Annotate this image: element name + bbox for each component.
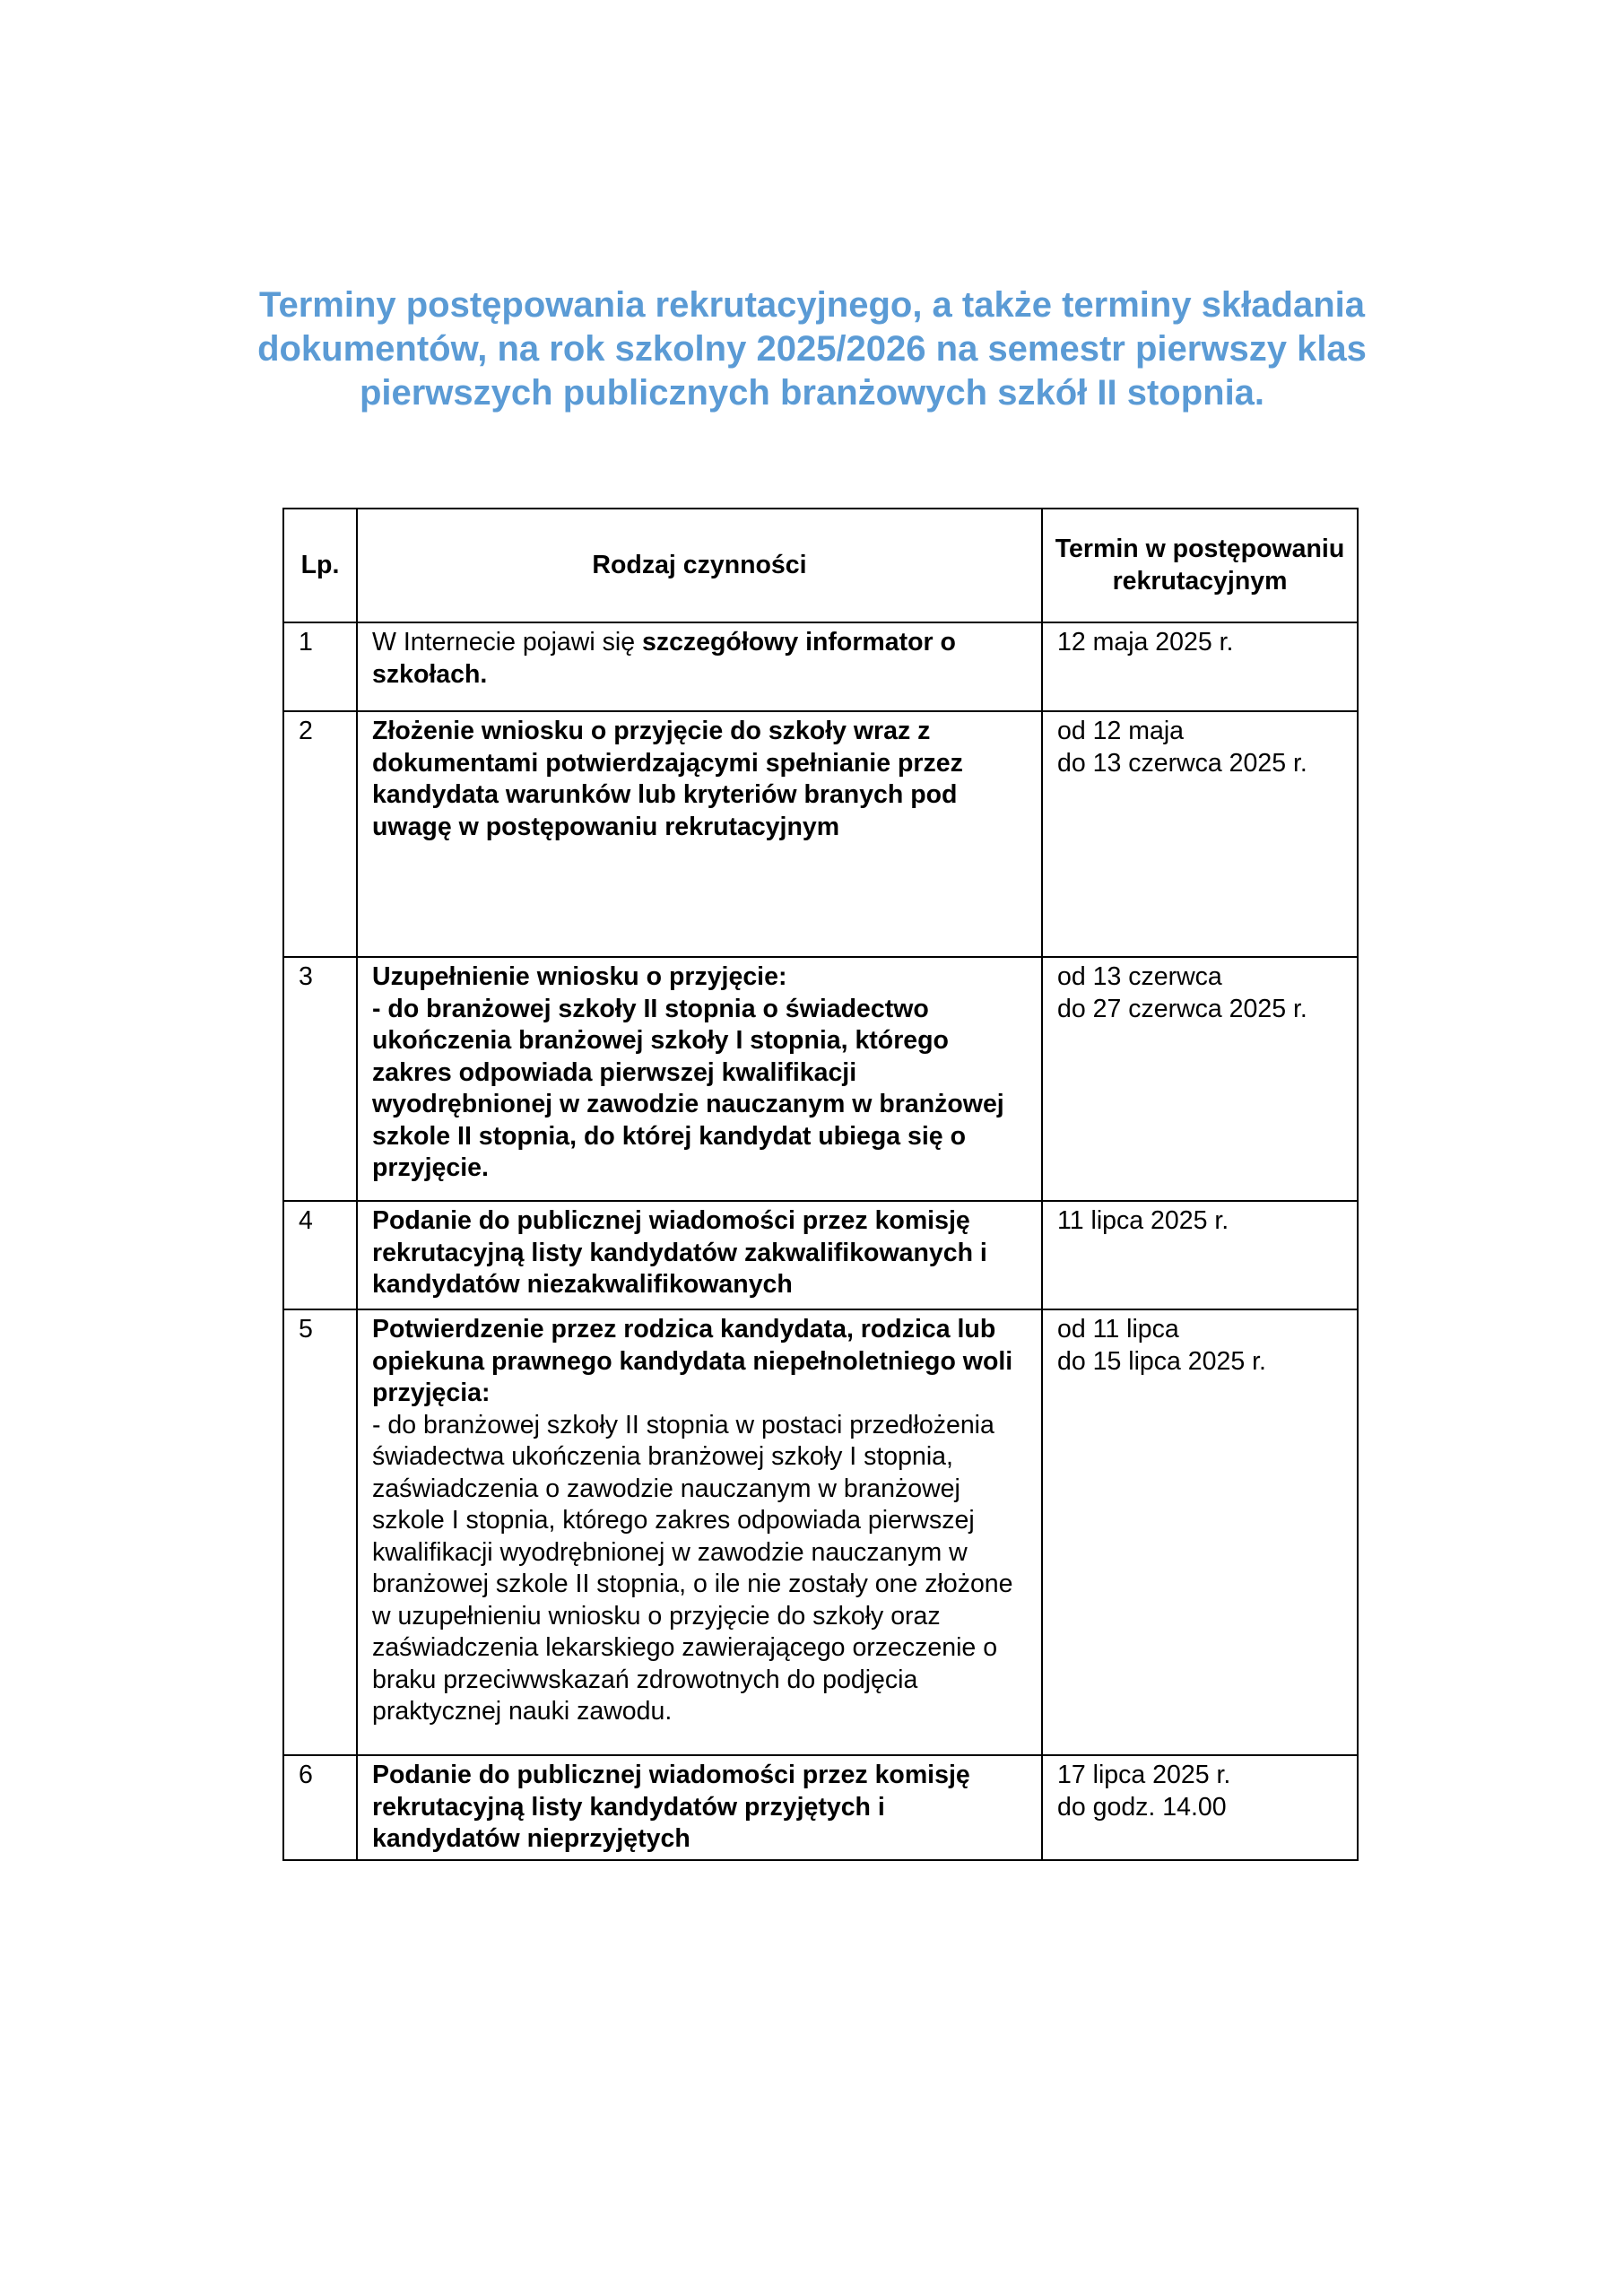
deadline-line-1: 17 lipca 2025 r. bbox=[1057, 1761, 1231, 1789]
activity-plain-text: W Internecie pojawi się bbox=[372, 628, 642, 657]
deadline-line-1: od 13 czerwca bbox=[1057, 962, 1222, 991]
deadline-line-1: od 12 maja bbox=[1057, 717, 1185, 745]
table-row bbox=[283, 957, 1358, 1201]
deadline-line-1: od 11 lipca bbox=[1057, 1315, 1179, 1344]
deadline-line-1: 12 maja 2025 r. bbox=[1057, 628, 1234, 657]
row-lp: 2 bbox=[283, 711, 357, 957]
row-lp: 1 bbox=[283, 622, 357, 711]
activity-plain-text: - do branżowej szkoły II stopnia w postaci przedłożenia świadectwa ukończenia branżowej szkoły I stopnia, zaświadczenia o zawodzie nauczanym w branżowej szkole I stopnia, którego zakres odpowiada pierwszej kwalifikacji wyodrębnionej w zawodzie nauczanym w branżowej szkole II stopnia, o ile nie zostały one złożone w uzupełnieniu wniosku o przyjęcie do szkoły oraz zaświadczenia lekarskiego zawierającego orzeczenie o braku przeciwwskazań zdrowotnych do podjęcia praktycznej nauki zawodu. bbox=[372, 1410, 1013, 1726]
table-row bbox=[283, 1755, 1358, 1860]
row-deadline bbox=[1042, 622, 1358, 711]
title-line-3: pierwszych publicznych branżowych szkół II stopnia. bbox=[359, 373, 1265, 413]
header-lp: Lp. bbox=[283, 509, 357, 622]
table-row bbox=[283, 1201, 1358, 1309]
row-lp: 4 bbox=[283, 1201, 357, 1309]
row-lp: 6 bbox=[283, 1755, 357, 1860]
activity-bold-text: Potwierdzenie przez rodzica kandydata, rodzica lub opiekuna prawnego kandydata niepełnoletniego woli przyjęcia: bbox=[372, 1315, 1013, 1407]
row-activity: Złożenie wniosku o przyjęcie do szkoły wraz z dokumentami potwierdzającymi spełnianie przez kandydata warunków lub kryteriów branych pod uwagę w postępowaniu rekrutacyjnym bbox=[357, 711, 1042, 957]
row-deadline bbox=[1042, 957, 1358, 1201]
row-activity bbox=[357, 1309, 1042, 1755]
table-row bbox=[283, 622, 1358, 711]
header-activity: Rodzaj czynności bbox=[357, 509, 1042, 622]
recruitment-schedule-table bbox=[282, 508, 1359, 1861]
row-deadline bbox=[1042, 1755, 1358, 1860]
activity-bold-text: szczegółowy informator o szkołach. bbox=[372, 628, 956, 689]
row-lp: 5 bbox=[283, 1309, 357, 1755]
table-row bbox=[283, 1309, 1358, 1755]
title-line-1: Terminy postępowania rekrutacyjnego, a także terminy składania bbox=[258, 285, 1366, 325]
table-row bbox=[283, 711, 1358, 957]
title-line-2: dokumentów, na rok szkolny 2025/2026 na semestr pierwszy klas bbox=[257, 329, 1367, 369]
row-activity: Podanie do publicznej wiadomości przez komisję rekrutacyjną listy kandydatów zakwalifikowanych i kandydatów niezakwalifikowanych bbox=[357, 1201, 1042, 1309]
row-activity: Podanie do publicznej wiadomości przez komisję rekrutacyjną listy kandydatów przyjętych i kandydatów nieprzyjętych bbox=[357, 1755, 1042, 1860]
table-header-row bbox=[283, 509, 1358, 622]
activity-bold-text: - do branżowej szkoły II stopnia o świadectwo ukończenia branżowej szkoły I stopnia, którego zakres odpowiada pierwszej kwalifikacji wyodrębnionej w zawodzie nauczanym w branżowej szkole II stopnia, do której kandydat ubiega się o przyjęcie. bbox=[372, 994, 1004, 1182]
header-deadline: Termin w postępowaniu rekrutacyjnym bbox=[1042, 509, 1358, 622]
row-lp: 3 bbox=[283, 957, 357, 1201]
row-deadline bbox=[1042, 711, 1358, 957]
deadline-line-1: 11 lipca 2025 r. bbox=[1057, 1206, 1229, 1235]
row-deadline bbox=[1042, 1309, 1358, 1755]
row-deadline bbox=[1042, 1201, 1358, 1309]
deadline-line-2: do 27 czerwca 2025 r. bbox=[1057, 994, 1307, 1023]
deadline-line-2: do godz. 14.00 bbox=[1057, 1792, 1227, 1822]
deadline-line-2: do 13 czerwca 2025 r. bbox=[1057, 748, 1307, 778]
activity-bold-title: Uzupełnienie wniosku o przyjęcie: bbox=[372, 962, 787, 991]
page-title bbox=[206, 283, 1418, 415]
row-activity bbox=[357, 622, 1042, 711]
row-activity bbox=[357, 957, 1042, 1201]
deadline-line-2: do 15 lipca 2025 r. bbox=[1057, 1346, 1266, 1376]
